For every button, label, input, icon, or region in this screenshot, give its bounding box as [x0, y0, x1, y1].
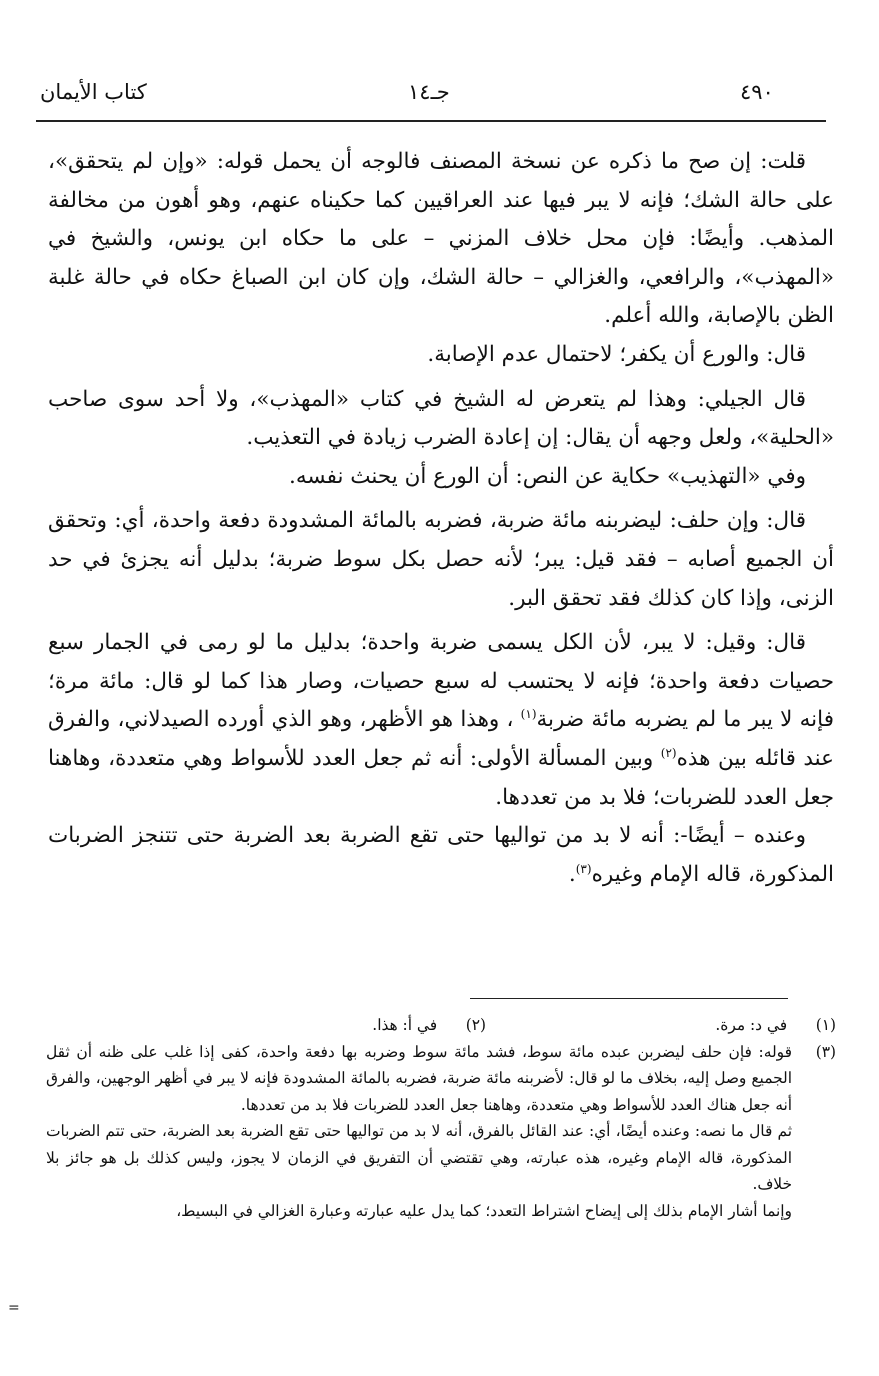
text-run: وبين المسألة الأولى: أنه ثم جعل العدد للأسواط وهي متعددة، وهاهنا جعل العدد للضربات؛ فلا بد من تعددها. — [48, 745, 834, 810]
footnote-1 — [486, 1012, 836, 1039]
header-rule — [36, 120, 826, 122]
footnote-text: في أ: هذا. — [372, 1016, 438, 1034]
footnote-line — [46, 1012, 836, 1039]
footnote-3 — [46, 1039, 836, 1119]
footnote-number: (٢) — [465, 1016, 486, 1034]
page-number: ٤٩٠ — [740, 80, 774, 104]
text-run: وعنده – أيضًا-: أنه لا بد من تواليها حتى تقع الضربة بعد الضربة حتى تتنجز الضربات المذكورة، قاله الإمام وغيره — [48, 823, 834, 887]
paragraph: قال: وإن حلف: ليضربنه مائة ضربة، فضربه بالمائة المشدودة دفعة واحدة، أي: وتحقق أن الجميع أصابه – فقد قيل: يبر؛ لأنه حصل بكل سوط ضربة؛ بدليل أنه يجزئ في حد الزنى، وإذا كان كذلك فقد تحقق البر. — [48, 508, 834, 611]
paragraph: قال الجيلي: وهذا لم يتعرض له الشيخ في كتاب «المهذب»، ولا أحد سوى صاحب «الحلية»، ولعل وجهه أن يقال: إن إعادة الضرب زيادة في التعذيب. — [48, 386, 834, 451]
text-run: . — [568, 861, 576, 887]
paragraph: قلت: إن صح ما ذكره عن نسخة المصنف فالوجه أن يحمل قوله: «وإن لم يتحقق»، على حالة الشك؛ فإنه لا يبر فيها عند العراقيين كما حكيناه عنهم، وهو أهون من مخالفة المذهب. وأيضًا: فإن محل خلاف المزني – على ما حكاه ابن يونس، والشيخ في «المهذب»، والرافعي، والغزالي – حالة الشك، وإن كان ابن الصباغ حكاه في حالة غلبة الظن بالإصابة، والله أعلم. — [48, 149, 834, 329]
footnotes — [46, 1012, 836, 1224]
paragraph — [48, 817, 834, 894]
footnote-text: قوله: فإن حلف ليضربن عبده مائة سوط، فشد مائة سوط وضربه بها دفعة واحدة، كفى إذا غلب على ظنه أن ثقل الجميع وصل إليه، بخلاف ما لو قال: لأضربنه مائة ضربة، فضربه بالمائة المشدودة فإنه لا يبر في أظهر الوجهين، والفرق أنه جعل هناك العدد للأسواط وهي متعددة، وهاهنا جعل العدد للضربات فلا بد من تعددها. — [46, 1042, 792, 1114]
footnote-ref-1: (١) — [520, 707, 537, 722]
footnote-number: (١) — [815, 1016, 836, 1034]
footnote-continuation: وإنما أشار الإمام بذلك إلى إيضاح اشتراط التعدد؛ كما يدل عليه عبارته وعبارة الغزالي في البسيط، — [176, 1201, 792, 1220]
footnote-continuation: ثم قال ما نصه: وعنده أيضًا، أي: عند القائل بالفرق، أنه لا بد من تواليها حتى تقع الضربة بعد الضربة، حتى تتم الضربات المذكورة، قاله الإمام وغيره، هذه عبارته، وهي تقتضي أن التفريق في الزمان لا يجوز، وليس كذلك بل هو جائز بلا خلاف. — [46, 1122, 792, 1193]
paragraph: قال: والورع أن يكفر؛ لاحتمال عدم الإصابة. — [427, 341, 806, 367]
footnote-text: في د: مرة. — [715, 1016, 788, 1034]
volume-label: جـ١٤ — [408, 80, 450, 104]
paragraph — [48, 624, 834, 817]
continuation-mark: = — [8, 1300, 20, 1316]
text-run: قال: وقيل: لا يبر، لأن الكل يسمى ضربة واحدة؛ بدليل ما لو رمى في الجمار سبع حصيات دفعة واحدة؛ فإنه لا يحتسب له سبع حصيات، وصار هذا كما لو قال: مائة مرة؛ فإنه لا يبر ما لم يضربه مائة ضربة — [48, 630, 834, 733]
footnote-2 — [136, 1012, 486, 1039]
footnote-rule — [470, 998, 788, 999]
main-text — [48, 143, 834, 894]
paragraph: وفي «التهذيب» حكاية عن النص: أن الورع أن يحنث نفسه. — [289, 463, 806, 489]
footnote-ref-3: (٣) — [575, 861, 592, 876]
footnote-number: (٣) — [815, 1042, 836, 1061]
text-run: ، وهذا هو الأظهر، وهو الذي أورده الصيدلاني، والفرق عند قائله بين هذه — [48, 707, 834, 771]
book-title: كتاب الأيمان — [40, 80, 147, 104]
footnote-ref-2: (٢) — [660, 745, 677, 760]
